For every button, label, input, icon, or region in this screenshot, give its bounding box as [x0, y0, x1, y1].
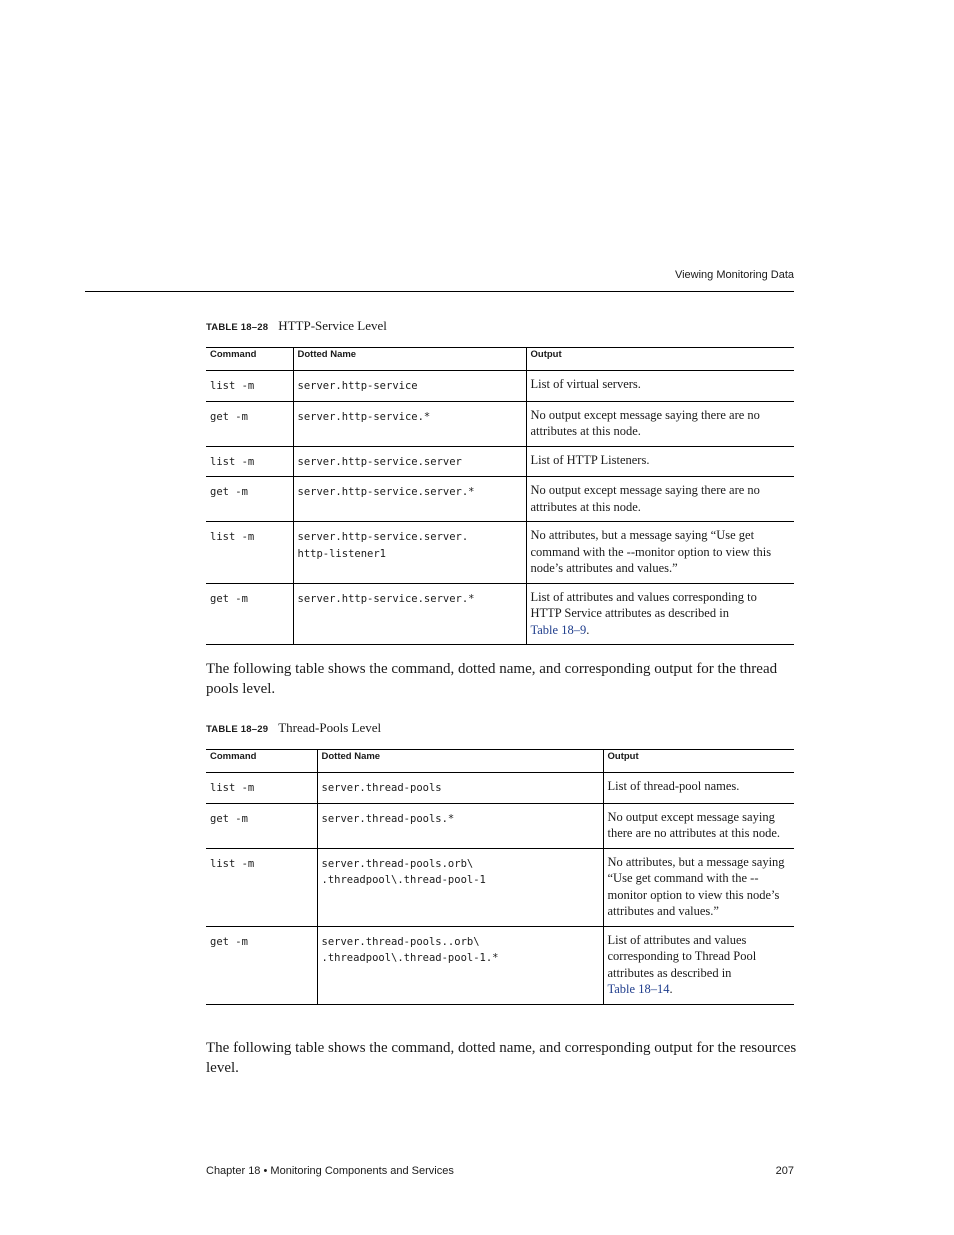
table-row [206, 446, 794, 477]
col-header-output: Output [603, 750, 794, 773]
output-cell: List of virtual servers. [526, 371, 794, 402]
command-cell: list -m [206, 371, 293, 402]
dotted-name-cell [293, 583, 526, 645]
footer-bullet: • [263, 1165, 268, 1177]
output-cell: List of thread-pool names. [603, 773, 794, 804]
output-cell: No output except message saying there are no attributes at this node. [603, 803, 794, 848]
footer-chapter-number: Chapter 18 [206, 1165, 261, 1177]
col-header-command: Command [206, 348, 293, 371]
col-header-output: Output [526, 348, 794, 371]
command-cell: list -m [206, 773, 317, 804]
table-row [206, 401, 794, 446]
command-cell: get -m [206, 803, 317, 848]
table-row [206, 583, 794, 645]
dotted-name-line: http-listener1 [297, 547, 387, 560]
col-header-command: Command [206, 750, 317, 773]
dotted-name-cell [317, 803, 603, 848]
table-18-9-link[interactable]: Table 18–9 [530, 622, 587, 637]
table-row [206, 848, 794, 926]
dotted-name-line: server.thread-pools..orb\ [321, 935, 480, 948]
table-row [206, 477, 794, 522]
output-cell: No output except message saying there are no attributes at this node. [526, 477, 794, 522]
table-18-14-link[interactable]: Table 18–14 [607, 982, 670, 996]
output-cell: No attributes, but a message saying “Use get command with the --monitor option to view this node’s attributes and values.” [526, 522, 794, 584]
http-service-table [206, 347, 794, 645]
table-row [206, 803, 794, 848]
table-label: TABLE 18–28 [206, 322, 269, 333]
output-cell: No output except message saying there are no attributes at this node. [526, 401, 794, 446]
col-header-dotted-name: Dotted Name [317, 750, 603, 773]
dotted-name-cell [293, 446, 526, 477]
table-row [206, 926, 794, 1004]
dotted-name-line: server.thread-pools.orb\ [321, 857, 474, 870]
output-cell [526, 583, 794, 645]
paragraph-resources-intro: The following table shows the command, dotted name, and corresponding output for the resources level. [206, 1040, 797, 1076]
table-header-row [206, 348, 794, 371]
output-text: List of attributes and values corresponding to Thread Pool attributes as described in [607, 932, 757, 980]
command-cell: get -m [206, 477, 293, 522]
table-row [206, 371, 794, 402]
dotted-name-line: server.http-service.server. [297, 531, 469, 543]
dotted-name-cell [317, 848, 603, 926]
dotted-name-cell [317, 773, 603, 804]
command-cell: get -m [206, 583, 293, 645]
output-text: List of attributes and values corresponding to HTTP Service attributes as described in [530, 589, 757, 620]
dotted-name-cell [293, 522, 526, 584]
table-label: TABLE 18–29 [206, 724, 269, 735]
col-header-dotted-name: Dotted Name [293, 348, 526, 371]
dotted-name-cell [293, 371, 526, 402]
output-trail: . [586, 622, 590, 637]
table-row [206, 522, 794, 584]
output-trail: . [669, 982, 673, 996]
dotted-name-line: server.http-service.server.* [297, 486, 475, 498]
dotted-name-cell [293, 401, 526, 446]
header-rule [85, 291, 794, 292]
table-caption-18-28 [206, 318, 387, 334]
output-cell: No attributes, but a message saying “Use get command with the --monitor option to view this node’s attributes and values.” [603, 848, 794, 926]
command-cell: list -m [206, 848, 317, 926]
command-cell: get -m [206, 401, 293, 446]
dotted-name-line: .threadpool\.thread-pool-1.* [321, 952, 499, 964]
dotted-name-cell [317, 926, 603, 1004]
dotted-name-line: server.http-service [297, 380, 418, 392]
table-header-row [206, 750, 794, 773]
paragraph-thread-pools-intro: The following table shows the command, dotted name, and corresponding output for the thread pools level. [206, 661, 778, 697]
footer-chapter [206, 1165, 454, 1177]
command-cell: list -m [206, 522, 293, 584]
dotted-name-line: server.thread-pools.* [321, 812, 455, 825]
page-number: 207 [775, 1165, 794, 1177]
dotted-name-line: .threadpool\.thread-pool-1 [321, 874, 486, 886]
running-head: Viewing Monitoring Data [674, 269, 794, 281]
output-cell: List of HTTP Listeners. [526, 446, 794, 477]
thread-pools-table [206, 749, 794, 1005]
table-title: HTTP-Service Level [278, 318, 387, 333]
table-caption-18-29 [206, 720, 381, 736]
dotted-name-line: server.thread-pools [321, 782, 442, 794]
table-title: Thread-Pools Level [278, 720, 382, 735]
dotted-name-cell [293, 477, 526, 522]
dotted-name-line: server.http-service.server [297, 455, 462, 468]
output-cell [603, 926, 794, 1004]
dotted-name-line: server.http-service.* [297, 410, 431, 423]
command-cell: list -m [206, 446, 293, 477]
table-row [206, 773, 794, 804]
footer-chapter-title: Monitoring Components and Services [270, 1165, 454, 1177]
command-cell: get -m [206, 926, 317, 1004]
dotted-name-line: server.http-service.server.* [297, 592, 475, 605]
